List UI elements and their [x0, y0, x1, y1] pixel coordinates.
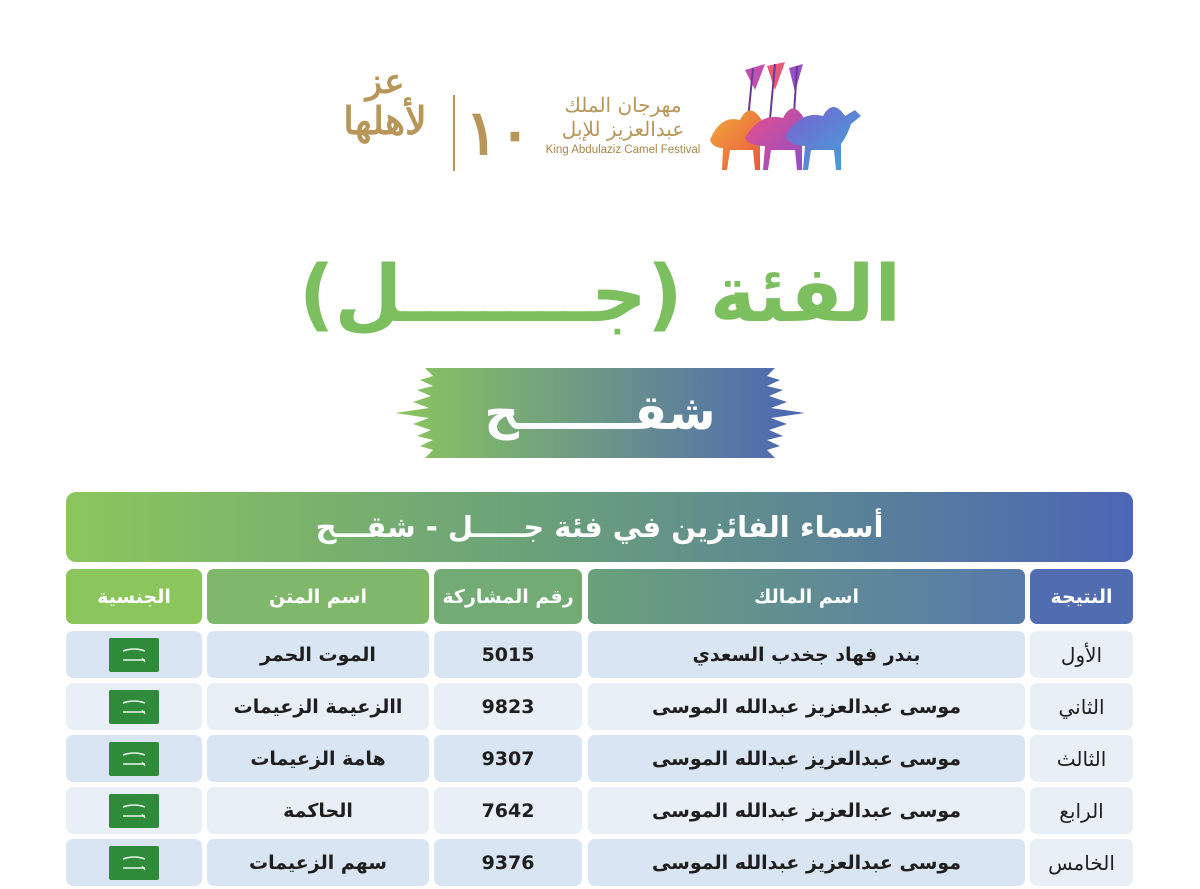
category-badge-label: شقـــــــح: [484, 385, 716, 441]
festival-name-ar-line2: عبدالعزيز للإبل: [561, 117, 685, 141]
saudi-flag-icon: [109, 846, 159, 880]
row1-entry-no: 5015: [434, 631, 582, 678]
row3-owner: موسى عبدالعزيز عبدالله الموسى: [588, 735, 1025, 782]
row1-owner: بندر فهاد جخدب السعدي: [588, 631, 1025, 678]
header-result: النتيجة: [1030, 569, 1133, 624]
row5-camel-name: سهم الزعيمات: [207, 839, 429, 886]
row4-result: الرابع: [1030, 787, 1133, 834]
saudi-flag-icon: [109, 638, 159, 672]
festival-logo-text: [538, 93, 708, 159]
row5-nationality: [66, 839, 202, 886]
header-owner: اسم المالك: [588, 569, 1025, 624]
row5-entry-no: 9376: [434, 839, 582, 886]
festival-name-ar-line1: مهرجان الملك: [564, 93, 682, 117]
header-entry-no: رقم المشاركة: [434, 569, 582, 624]
saudi-flag-icon: [109, 794, 159, 828]
row2-camel-name: االزعيمة الزعيمات: [207, 683, 429, 730]
header-logos: [320, 55, 880, 180]
row2-owner: موسى عبدالعزيز عبدالله الموسى: [588, 683, 1025, 730]
category-title: الفئة (جـــــــل): [298, 250, 902, 340]
izz-logo-line2: لأهلها: [343, 98, 427, 143]
row4-owner: موسى عبدالعزيز عبدالله الموسى: [588, 787, 1025, 834]
edition-number: ١٠: [465, 96, 532, 169]
row4-entry-no: 7642: [434, 787, 582, 834]
header-nationality: الجنسية: [66, 569, 202, 624]
logo-divider: [453, 95, 455, 171]
row2-entry-no: 9823: [434, 683, 582, 730]
saudi-flag-icon: [109, 742, 159, 776]
camel-riders-logo-icon: [705, 60, 865, 175]
row5-owner: موسى عبدالعزيز عبدالله الموسى: [588, 839, 1025, 886]
row2-result: الثاني: [1030, 683, 1133, 730]
saudi-flag-icon: [109, 690, 159, 724]
row1-nationality: [66, 631, 202, 678]
row3-result: الثالث: [1030, 735, 1133, 782]
row4-nationality: [66, 787, 202, 834]
izz-logo-line1: عز: [365, 62, 405, 102]
winners-table-title: أسماء الفائزين في فئة جـــــل - شقـــح: [66, 492, 1133, 562]
row5-result: الخامس: [1030, 839, 1133, 886]
row1-result: الأول: [1030, 631, 1133, 678]
izz-lahlaha-logo: [330, 62, 440, 143]
header-camel-name: اسم المتن: [207, 569, 429, 624]
row2-nationality: [66, 683, 202, 730]
row4-camel-name: الحاكمة: [207, 787, 429, 834]
row3-camel-name: هامة الزعيمات: [207, 735, 429, 782]
festival-name-en: King Abdulaziz Camel Festival: [545, 144, 701, 156]
row1-camel-name: الموت الحمر: [207, 631, 429, 678]
row3-entry-no: 9307: [434, 735, 582, 782]
row3-nationality: [66, 735, 202, 782]
